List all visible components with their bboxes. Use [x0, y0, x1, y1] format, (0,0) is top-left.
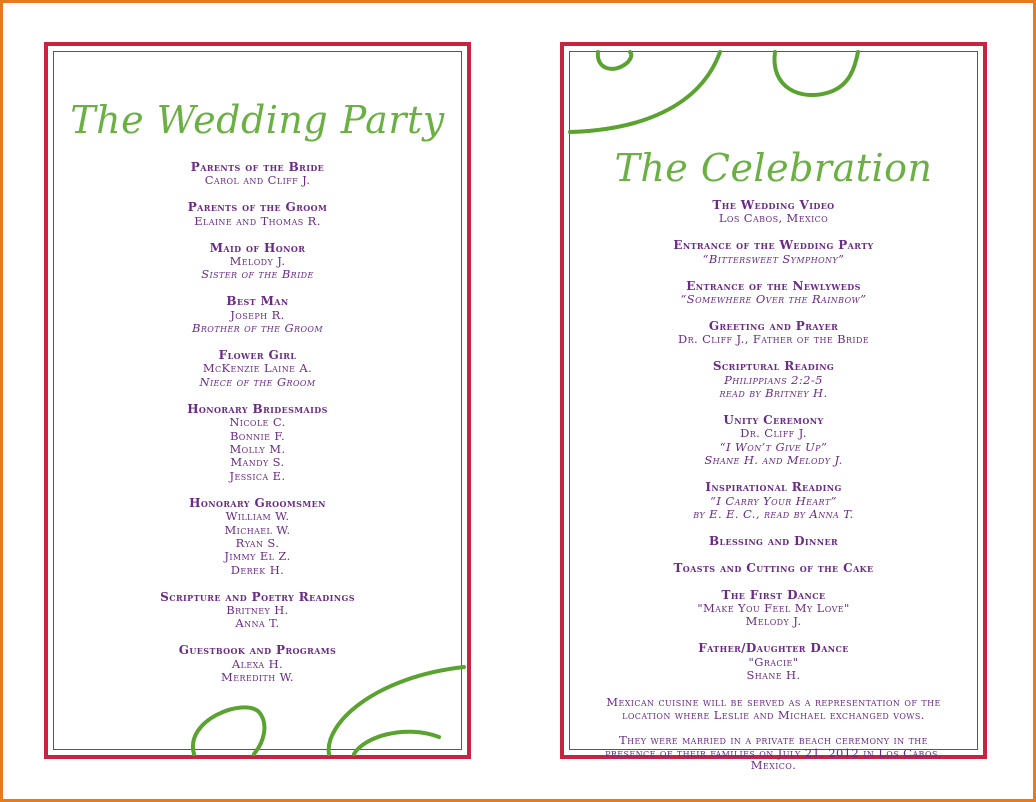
section-heading: Parents of the Groom: [187, 200, 328, 215]
section-line: Dr. Cliff J., Father of the Bride: [677, 332, 870, 347]
inner-border: [53, 51, 462, 750]
program-section: [570, 320, 977, 347]
section-line: Alexa H.: [231, 656, 284, 671]
program-section: [570, 280, 977, 307]
section-line: Mandy S.: [230, 455, 285, 470]
section-line: Sister of the Bride: [201, 267, 314, 282]
section-heading: Flower Girl: [218, 348, 297, 363]
section-line: Elaine and Thomas R.: [194, 213, 321, 228]
section-line: "Make You Feel My Love": [697, 601, 850, 616]
section-line: by E. E. C., read by Anna T.: [693, 506, 854, 521]
section-line: Niece of the Groom: [199, 374, 316, 389]
program-section: [570, 562, 977, 575]
section-line: Ryan S.: [235, 535, 280, 550]
section-line: Michael W.: [224, 522, 291, 537]
section-heading: Scripture and Poetry Readings: [160, 589, 355, 604]
program-section: [570, 360, 977, 400]
swirl-ornament: [54, 52, 467, 755]
section-line: Shane H. and Melody J.: [704, 453, 843, 468]
section-line: Jessica E.: [229, 468, 286, 483]
section-line: Britney H.: [226, 603, 289, 618]
section-line: Nicole C.: [229, 415, 286, 430]
section-heading: Guestbook and Programs: [178, 643, 337, 658]
section-line: Dr. Cliff J.: [740, 426, 807, 441]
program-section: [570, 481, 977, 521]
program-section: [570, 199, 977, 226]
section-line: “I Carry Your Heart”: [710, 493, 837, 508]
footer-note: Mexican cuisine will be served as a representation of the location where Leslie and Michael exchanged vows.: [606, 695, 941, 722]
section-line: Los Cabos, Mexico: [718, 211, 829, 226]
inner-border: [569, 51, 978, 773]
section-line: Derek H.: [230, 562, 285, 577]
section-heading: Maid of Honor: [209, 240, 306, 255]
section-line: McKenzie Laine A.: [202, 361, 313, 376]
section-line: read by Britney H.: [719, 386, 828, 401]
program-list: [570, 199, 977, 785]
section-heading: The First Dance: [721, 587, 826, 602]
section-heading: Toasts and Cutting of the Cake: [673, 560, 874, 575]
section-line: Melody J.: [229, 254, 286, 269]
program-section: [570, 414, 977, 468]
section-heading: Parents of the Bride: [190, 160, 325, 174]
section-line: William W.: [225, 509, 290, 524]
section-line: “I Won’t Give Up”: [719, 439, 828, 454]
section-heading: Father/Daughter Dance: [698, 641, 849, 656]
section-heading: Entrance of the Newlyweds: [686, 278, 861, 293]
section-line: Carol and Cliff J.: [204, 173, 311, 188]
section-line: Melody J.: [745, 614, 802, 629]
section-line: Joseph R.: [230, 307, 285, 322]
section-line: Meredith W.: [221, 670, 294, 685]
section-line: Anna T.: [235, 616, 280, 631]
section-line: “Somewhere Over the Rainbow”: [680, 292, 867, 307]
section-heading: Unity Ceremony: [723, 412, 824, 427]
section-heading: Honorary Groomsmen: [189, 495, 326, 510]
section-line: “Bittersweet Symphony”: [702, 251, 845, 266]
section-heading: Greeting and Prayer: [708, 318, 839, 333]
section-line: Philippians 2:2-5: [724, 372, 823, 387]
section-line: Molly M.: [229, 442, 286, 456]
section-line: Brother of the Groom: [192, 321, 323, 336]
section-heading: Honorary Bridesmaids: [187, 401, 328, 416]
program-section: [570, 642, 977, 682]
wedding-party-page: [44, 42, 471, 759]
section-heading: Blessing and Dinner: [708, 533, 839, 548]
section-heading: The Wedding Video: [712, 198, 835, 212]
footer-note: They were married in a private beach ceremony in the presence of their families on July 21, 2012 in Los Cabos, Mexico.: [605, 733, 942, 773]
section-heading: Entrance of the Wedding Party: [673, 238, 874, 253]
section-line: Shane H.: [746, 668, 801, 683]
section-line: Bonnie F.: [229, 428, 286, 443]
page-title: The Wedding Party: [70, 98, 445, 142]
section-line: "Gracie": [748, 654, 799, 669]
section-heading: Inspirational Reading: [705, 480, 842, 495]
celebration-page: [560, 42, 987, 773]
program-section: [570, 535, 977, 548]
page-title: The Celebration: [614, 146, 933, 190]
section-line: Jimmy El Z.: [224, 549, 291, 564]
program-section: [570, 239, 977, 266]
section-heading: Scriptural Reading: [712, 359, 835, 374]
program-section: [570, 589, 977, 629]
section-heading: Best Man: [226, 294, 289, 309]
